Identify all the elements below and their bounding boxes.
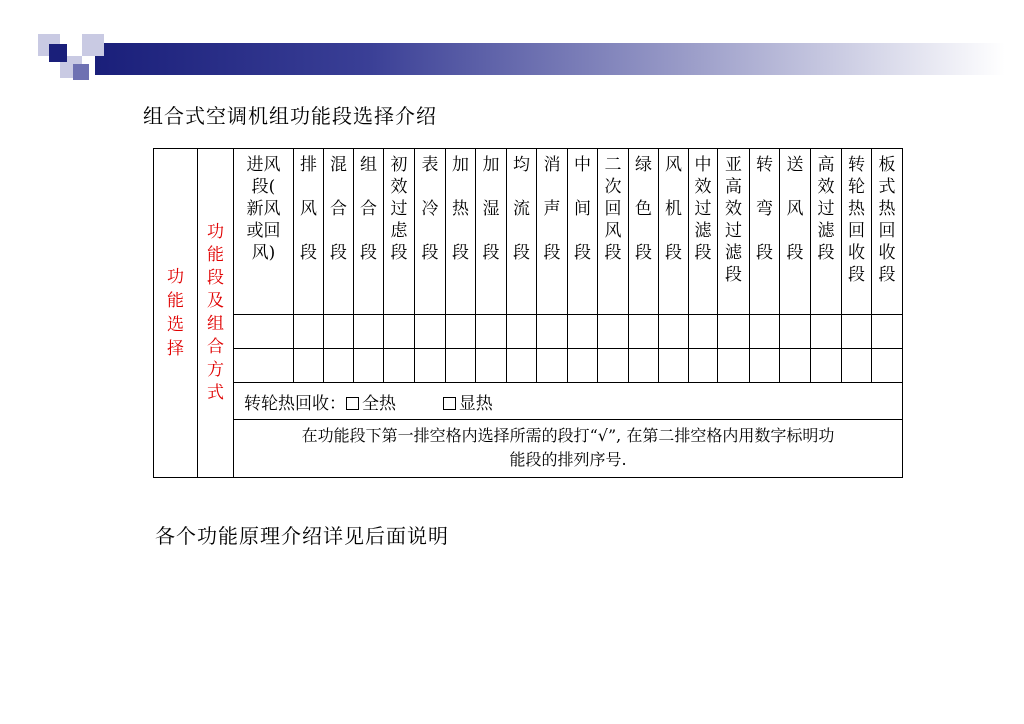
segment-header-text: 段 — [848, 265, 865, 285]
segment-header-text: 段 — [300, 243, 317, 263]
segment-header-text: 初 — [390, 155, 408, 175]
segment-header — [415, 149, 446, 315]
function-selection-table — [153, 148, 903, 478]
segment-header-text — [294, 176, 323, 198]
segment-header-text: 段 — [756, 243, 773, 263]
instruction-line-1: 在功能段下第一排空格内选择所需的段打“√”, 在第二排空格内用数字标明功 — [301, 426, 835, 446]
select-check-cell[interactable] — [811, 315, 842, 349]
sensible-heat-checkbox[interactable] — [443, 397, 456, 410]
segment-header-text: 段 — [543, 243, 561, 263]
sub-label-char: 式 — [207, 383, 224, 403]
sensible-heat-label: 显热 — [458, 393, 493, 414]
segment-header-text — [750, 220, 779, 242]
order-number-cell[interactable] — [780, 349, 811, 383]
segment-header — [689, 149, 718, 315]
select-check-cell[interactable] — [780, 315, 811, 349]
segment-header-text: 进风 — [246, 155, 281, 175]
segment-header-text — [537, 176, 567, 198]
segment-header-text — [446, 220, 475, 242]
select-check-cell[interactable] — [842, 315, 872, 349]
segment-header-text: 风 — [786, 199, 804, 219]
sub-label-char: 段 — [207, 268, 224, 288]
page-title: 组合式空调机组功能段选择介绍 — [143, 104, 437, 128]
segment-header-text: 转 — [848, 155, 865, 175]
segment-header-text: 加 — [452, 155, 469, 175]
select-check-cell[interactable] — [718, 315, 750, 349]
segment-header-text: 风 — [604, 221, 622, 241]
segment-header-text — [659, 220, 688, 242]
segment-header-text — [476, 220, 506, 242]
sub-label-char: 功 — [207, 222, 224, 242]
segment-header — [629, 149, 659, 315]
segment-header-text — [659, 176, 688, 198]
segment-header — [354, 149, 384, 315]
select-check-cell[interactable] — [476, 315, 507, 349]
segment-header — [384, 149, 415, 315]
segment-header — [568, 149, 598, 315]
segment-header-text — [415, 220, 445, 242]
segment-header-text: 段 — [635, 243, 652, 263]
select-check-cell[interactable] — [629, 315, 659, 349]
segment-header-text: 段 — [360, 243, 377, 263]
segment-header-text: 段 — [574, 243, 591, 263]
segment-header-text: 热 — [878, 199, 896, 219]
segment-header-text — [324, 176, 353, 198]
segment-header — [537, 149, 568, 315]
segment-header-text: 滤 — [694, 221, 712, 241]
select-check-cell[interactable] — [384, 315, 415, 349]
segment-header-text: 回 — [604, 199, 622, 219]
segment-header-text: 滤 — [725, 243, 742, 263]
segment-header-text: 效 — [725, 199, 742, 219]
footer-note: 各个功能原理介绍详见后面说明 — [155, 524, 449, 548]
select-check-cell[interactable] — [294, 315, 324, 349]
segment-header-text: 表 — [421, 155, 439, 175]
segment-header-text: 风) — [251, 243, 276, 263]
segment-header-text: 段 — [452, 243, 469, 263]
select-check-cell[interactable] — [689, 315, 718, 349]
select-check-cell[interactable] — [537, 315, 568, 349]
order-number-cell[interactable] — [324, 349, 354, 383]
header-gradient-bar — [95, 43, 1005, 75]
segment-header — [750, 149, 780, 315]
segment-header-text: 效 — [390, 177, 408, 197]
segment-header-text: 过 — [725, 221, 742, 241]
segment-header-text: 段 — [604, 243, 622, 263]
segment-header-text — [568, 176, 597, 198]
order-number-cell[interactable] — [750, 349, 780, 383]
segment-header-text — [780, 176, 810, 198]
segment-header-text: 段 — [330, 243, 347, 263]
segment-header-text — [324, 220, 353, 242]
instruction-line-2: 能段的排列序号. — [509, 450, 627, 470]
segment-header-text — [415, 176, 445, 198]
segment-header — [476, 149, 507, 315]
order-number-cell[interactable] — [718, 349, 750, 383]
segment-header-text — [537, 220, 567, 242]
segment-header-text: 转 — [756, 155, 773, 175]
segment-header-text — [507, 220, 536, 242]
segment-header-text: 风 — [665, 155, 682, 175]
order-number-cell[interactable] — [568, 349, 598, 383]
segment-header-text — [507, 176, 536, 198]
header-logo-square-dark — [49, 44, 67, 62]
segment-header-text: 次 — [604, 177, 622, 197]
select-check-cell[interactable] — [659, 315, 689, 349]
order-number-cell[interactable] — [689, 349, 718, 383]
select-check-cell[interactable] — [872, 315, 903, 349]
order-number-cell[interactable] — [629, 349, 659, 383]
order-number-cell[interactable] — [507, 349, 537, 383]
segment-header — [780, 149, 811, 315]
segment-header-text: 段 — [725, 265, 742, 285]
segment-header-text — [629, 176, 658, 198]
order-number-cell[interactable] — [537, 349, 568, 383]
row-label-char: 选 — [167, 315, 184, 335]
segment-header — [842, 149, 872, 315]
sub-label-char: 及 — [207, 291, 224, 311]
segment-header-text: 收 — [878, 243, 896, 263]
row-label-char: 能 — [167, 291, 184, 311]
select-check-cell[interactable] — [324, 315, 354, 349]
segment-header-text — [780, 220, 810, 242]
segment-header-text: 送 — [786, 155, 804, 175]
segment-header-text: 二 — [604, 155, 622, 175]
segment-header-text: 段 — [482, 243, 500, 263]
segment-header-text: 板 — [878, 155, 896, 175]
segment-header-text: 弯 — [756, 199, 773, 219]
segment-header-text: 效 — [694, 177, 712, 197]
segment-header-text: 色 — [635, 199, 652, 219]
select-check-cell[interactable] — [354, 315, 384, 349]
segment-header-text — [750, 176, 779, 198]
segment-header-text: 均 — [513, 155, 530, 175]
segment-header-text: 过 — [694, 199, 712, 219]
sub-label-char: 合 — [207, 337, 224, 357]
order-number-cell[interactable] — [842, 349, 872, 383]
segment-header-text: 段 — [665, 243, 682, 263]
segment-header-text — [568, 220, 597, 242]
segment-header-text: 段 — [786, 243, 804, 263]
segment-header-text: 合 — [330, 199, 347, 219]
segment-header-text: 中 — [694, 155, 712, 175]
segment-header-text: 冷 — [421, 199, 439, 219]
segment-header-text: 合 — [360, 199, 377, 219]
sub-label-char: 能 — [207, 245, 224, 265]
order-number-cell[interactable] — [415, 349, 446, 383]
segment-header-text: 声 — [543, 199, 561, 219]
segment-header-text: 风 — [300, 199, 317, 219]
segment-header-text — [476, 176, 506, 198]
segment-header-text: 中 — [574, 155, 591, 175]
segment-header-text: 虑 — [390, 221, 408, 241]
select-check-cell[interactable] — [234, 315, 294, 349]
order-number-cell[interactable] — [476, 349, 507, 383]
segment-header — [718, 149, 750, 315]
instruction-note — [234, 419, 903, 477]
segment-header-text: 热 — [848, 199, 865, 219]
segment-header-text: 过 — [390, 199, 408, 219]
segment-header-text — [294, 220, 323, 242]
segment-header-text — [354, 176, 383, 198]
segment-header — [659, 149, 689, 315]
header-logo-square-mid — [73, 64, 89, 80]
segment-header-text: 机 — [665, 199, 682, 219]
segment-header-text: 绿 — [635, 155, 652, 175]
segment-header-text: 加 — [482, 155, 500, 175]
segment-header-text: 排 — [300, 155, 317, 175]
segment-header-text: 段( — [251, 177, 276, 197]
segment-header-text: 高 — [725, 177, 742, 197]
segment-header-text: 段 — [878, 265, 896, 285]
segment-header-text: 热 — [452, 199, 469, 219]
segment-header-text: 回 — [848, 221, 865, 241]
segment-header — [324, 149, 354, 315]
order-number-cell[interactable] — [659, 349, 689, 383]
order-number-cell[interactable] — [598, 349, 629, 383]
segment-header-text: 段 — [513, 243, 530, 263]
heat-recovery-row — [234, 383, 903, 419]
segment-header — [234, 149, 294, 315]
select-check-cell[interactable] — [446, 315, 476, 349]
order-number-cell[interactable] — [384, 349, 415, 383]
segment-header-text: 或回 — [246, 221, 281, 241]
segment-header-text: 混 — [330, 155, 347, 175]
segment-header-text: 亚 — [725, 155, 742, 175]
segment-header-text: 新风 — [246, 199, 281, 219]
order-number-cell[interactable] — [294, 349, 324, 383]
order-number-cell[interactable] — [811, 349, 842, 383]
segment-header-text: 轮 — [848, 177, 865, 197]
segment-header-text: 消 — [543, 155, 561, 175]
order-number-cell[interactable] — [446, 349, 476, 383]
segment-header — [446, 149, 476, 315]
row-label-char: 择 — [167, 339, 184, 359]
select-check-cell[interactable] — [568, 315, 598, 349]
select-check-cell[interactable] — [598, 315, 629, 349]
segment-header-text: 流 — [513, 199, 530, 219]
segment-header-text: 湿 — [482, 199, 500, 219]
segment-header — [872, 149, 903, 315]
sub-label-segment-combination — [198, 149, 234, 478]
segment-header — [294, 149, 324, 315]
segment-header-text — [629, 220, 658, 242]
select-check-cell[interactable] — [415, 315, 446, 349]
sub-label-char: 组 — [207, 314, 224, 334]
row-label-char: 功 — [167, 267, 184, 287]
order-number-cell[interactable] — [234, 349, 294, 383]
select-check-cell[interactable] — [750, 315, 780, 349]
sub-label-char: 方 — [207, 360, 224, 380]
segment-header-text: 段 — [390, 243, 408, 263]
segment-header-text — [446, 176, 475, 198]
segment-header — [507, 149, 537, 315]
segment-header-text: 过 — [817, 199, 835, 219]
segment-header-text: 滤 — [817, 221, 835, 241]
select-check-cell[interactable] — [507, 315, 537, 349]
segment-header-text: 段 — [421, 243, 439, 263]
segment-header-text: 高 — [817, 155, 835, 175]
full-heat-label: 全热 — [362, 393, 396, 414]
segment-header-text: 组 — [360, 155, 377, 175]
segment-header-text — [354, 220, 383, 242]
header-logo-square — [82, 34, 104, 56]
segment-header-text: 收 — [848, 243, 865, 263]
row-label-function-select — [154, 149, 198, 478]
order-number-cell[interactable] — [872, 349, 903, 383]
segment-header — [811, 149, 842, 315]
segment-header-text: 回 — [878, 221, 896, 241]
segment-header-text: 式 — [878, 177, 896, 197]
heat-recovery-label: 转轮热回收： — [244, 393, 346, 414]
full-heat-checkbox[interactable] — [346, 397, 359, 410]
segment-header-text: 段 — [694, 243, 712, 263]
segment-header-text: 间 — [574, 199, 591, 219]
order-number-cell[interactable] — [354, 349, 384, 383]
segment-header — [598, 149, 629, 315]
segment-header-text: 段 — [817, 243, 835, 263]
segment-header-text: 效 — [817, 177, 835, 197]
